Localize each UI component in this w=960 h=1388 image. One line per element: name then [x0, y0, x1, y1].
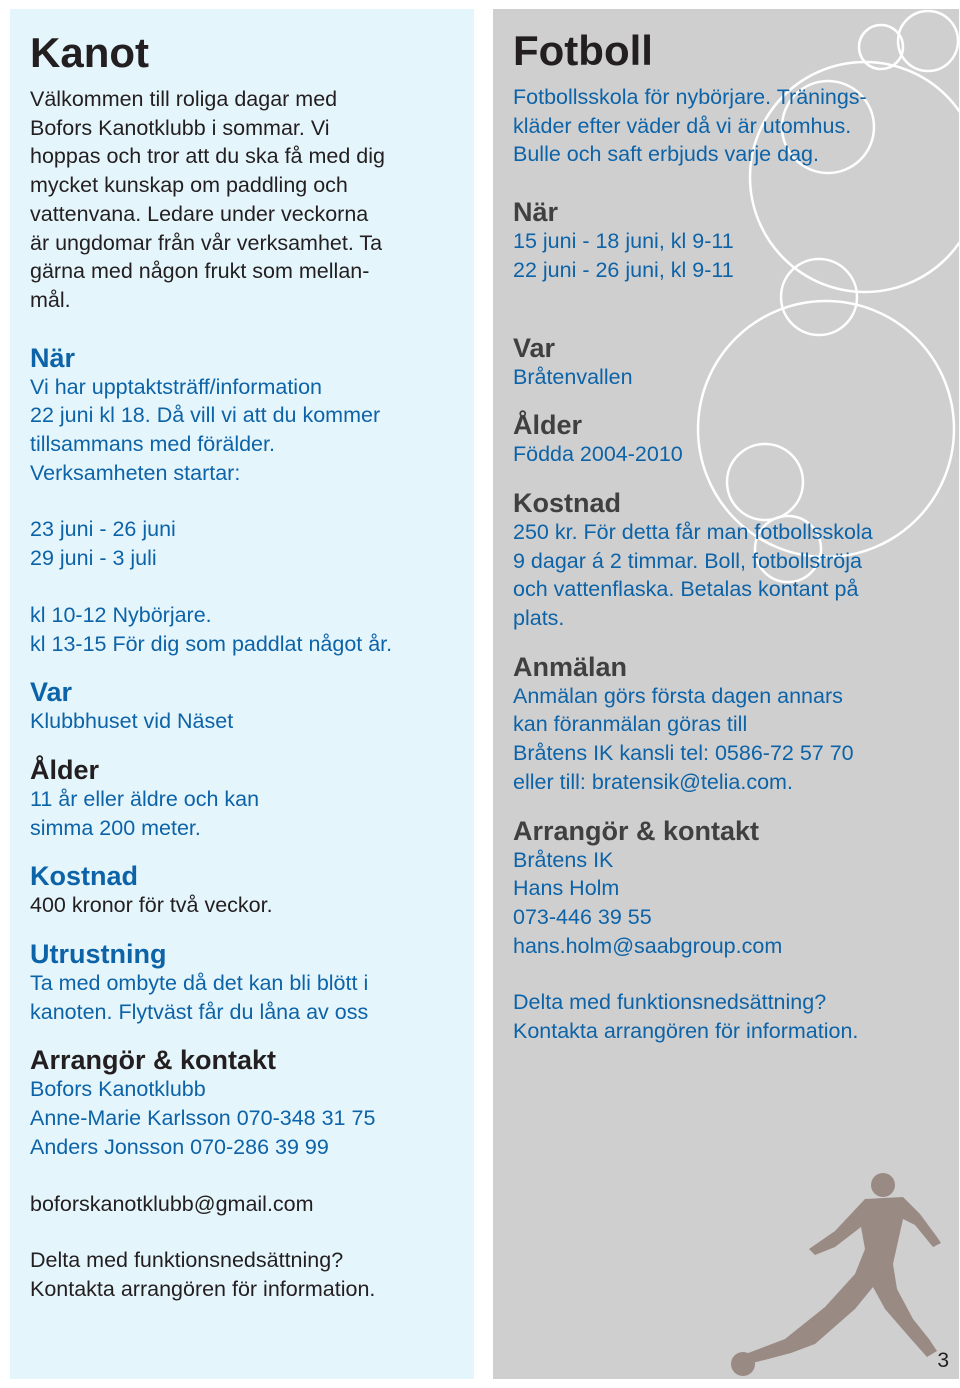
page-number: 3: [937, 1349, 949, 1372]
kanot-utrustning-text: Ta med ombyte då det kan bli blött i kanoten. Flytväst får du låna av oss: [30, 971, 369, 1024]
fotboll-nar-text: 15 juni - 18 juni, kl 9-11 22 juni - 26 juni, kl 9-11: [513, 229, 734, 282]
fotboll-funktion-note: Delta med funktionsnedsättning? Kontakta arrangören för information.: [513, 990, 859, 1044]
fotboll-title: Fotboll: [513, 27, 653, 74]
kanot-alder-text: 11 år eller äldre och kan simma 200 meter.: [30, 786, 260, 840]
football-player-silhouette-icon: [715, 1169, 955, 1379]
fotboll-alder-text: Födda 2004-2010: [513, 442, 683, 467]
fotboll-arr-text: Bråtens IK Hans Holm 073-446 39 55 hans.holm@saabgroup.com: [513, 847, 783, 958]
kanot-kostnad-heading: Kostnad: [30, 861, 138, 892]
kanot-nar-heading: När: [30, 342, 76, 373]
kanot-var-heading: Var: [30, 677, 73, 708]
kanot-title: Kanot: [30, 29, 149, 76]
kanot-arr-text: Bofors Kanotklubb Anne-Marie Karlsson 070-348 31 75 Anders Jonsson 070-286 39 99: [30, 1077, 376, 1159]
fotboll-anmalan-heading: Anmälan: [513, 651, 628, 682]
kanot-nar-text: Vi har upptaktsträff/information 22 juni kl 18. Då vill vi att du kommer tillsammans med förälder. Verksamheten startar:: [30, 374, 381, 485]
fotboll-kostnad-text: 250 kr. För detta får man fotbollsskola 9 dagar á 2 timmar. Boll, fotbollströja och vattenflaska. Betalas kontant på plats.: [513, 519, 873, 631]
kanot-email: boforskanotklubb@gmail.com: [30, 1191, 314, 1216]
kanot-panel: [10, 9, 474, 1379]
fotboll-var-text: Bråtenvallen: [513, 364, 633, 389]
fotboll-panel: [493, 9, 959, 1379]
fotboll-alder-heading: Ålder: [513, 410, 583, 441]
fotboll-anmalan-text: Anmälan görs första dagen annars kan föranmälan göras till Bråtens IK kansli tel: 0586-72 57 70 eller till: bratensik@telia.com.: [513, 683, 854, 794]
kanot-dates: 23 juni - 26 juni 29 juni - 3 juli: [30, 517, 176, 571]
kanot-arr-heading: Arrangör & kontakt: [30, 1045, 277, 1076]
fotboll-kostnad-heading: Kostnad: [513, 487, 621, 518]
fotboll-intro: Fotbollsskola för nybörjare. Tränings- kläder efter väder då vi är utomhus. Bulle och saft erbjuds varje dag.: [513, 85, 867, 167]
kanot-funktion-note: Delta med funktionsnedsättning? Kontakta arrangören för information.: [30, 1248, 376, 1301]
kanot-utrustning-heading: Utrustning: [30, 939, 167, 970]
fotboll-arr-heading: Arrangör & kontakt: [513, 815, 760, 846]
kanot-times: kl 10-12 Nybörjare. kl 13-15 För dig som paddlat något år.: [30, 602, 393, 656]
kanot-var-text: Klubbhuset vid Näset: [30, 709, 234, 734]
kanot-intro: Välkommen till roliga dagar med Bofors Kanotklubb i sommar. Vi hoppas och tror att du ska få med dig mycket kunskap om paddling och vattenvana. Ledare under veckorna är ungdomar från vår verksamhet. Ta gärna med någon frukt som mellan- mål.: [30, 87, 385, 312]
fotboll-nar-heading: När: [513, 197, 559, 228]
kanot-kostnad-text: 400 kronor för två veckor.: [30, 893, 273, 918]
kanot-alder-heading: Ålder: [30, 754, 100, 785]
fotboll-var-heading: Var: [513, 332, 556, 363]
